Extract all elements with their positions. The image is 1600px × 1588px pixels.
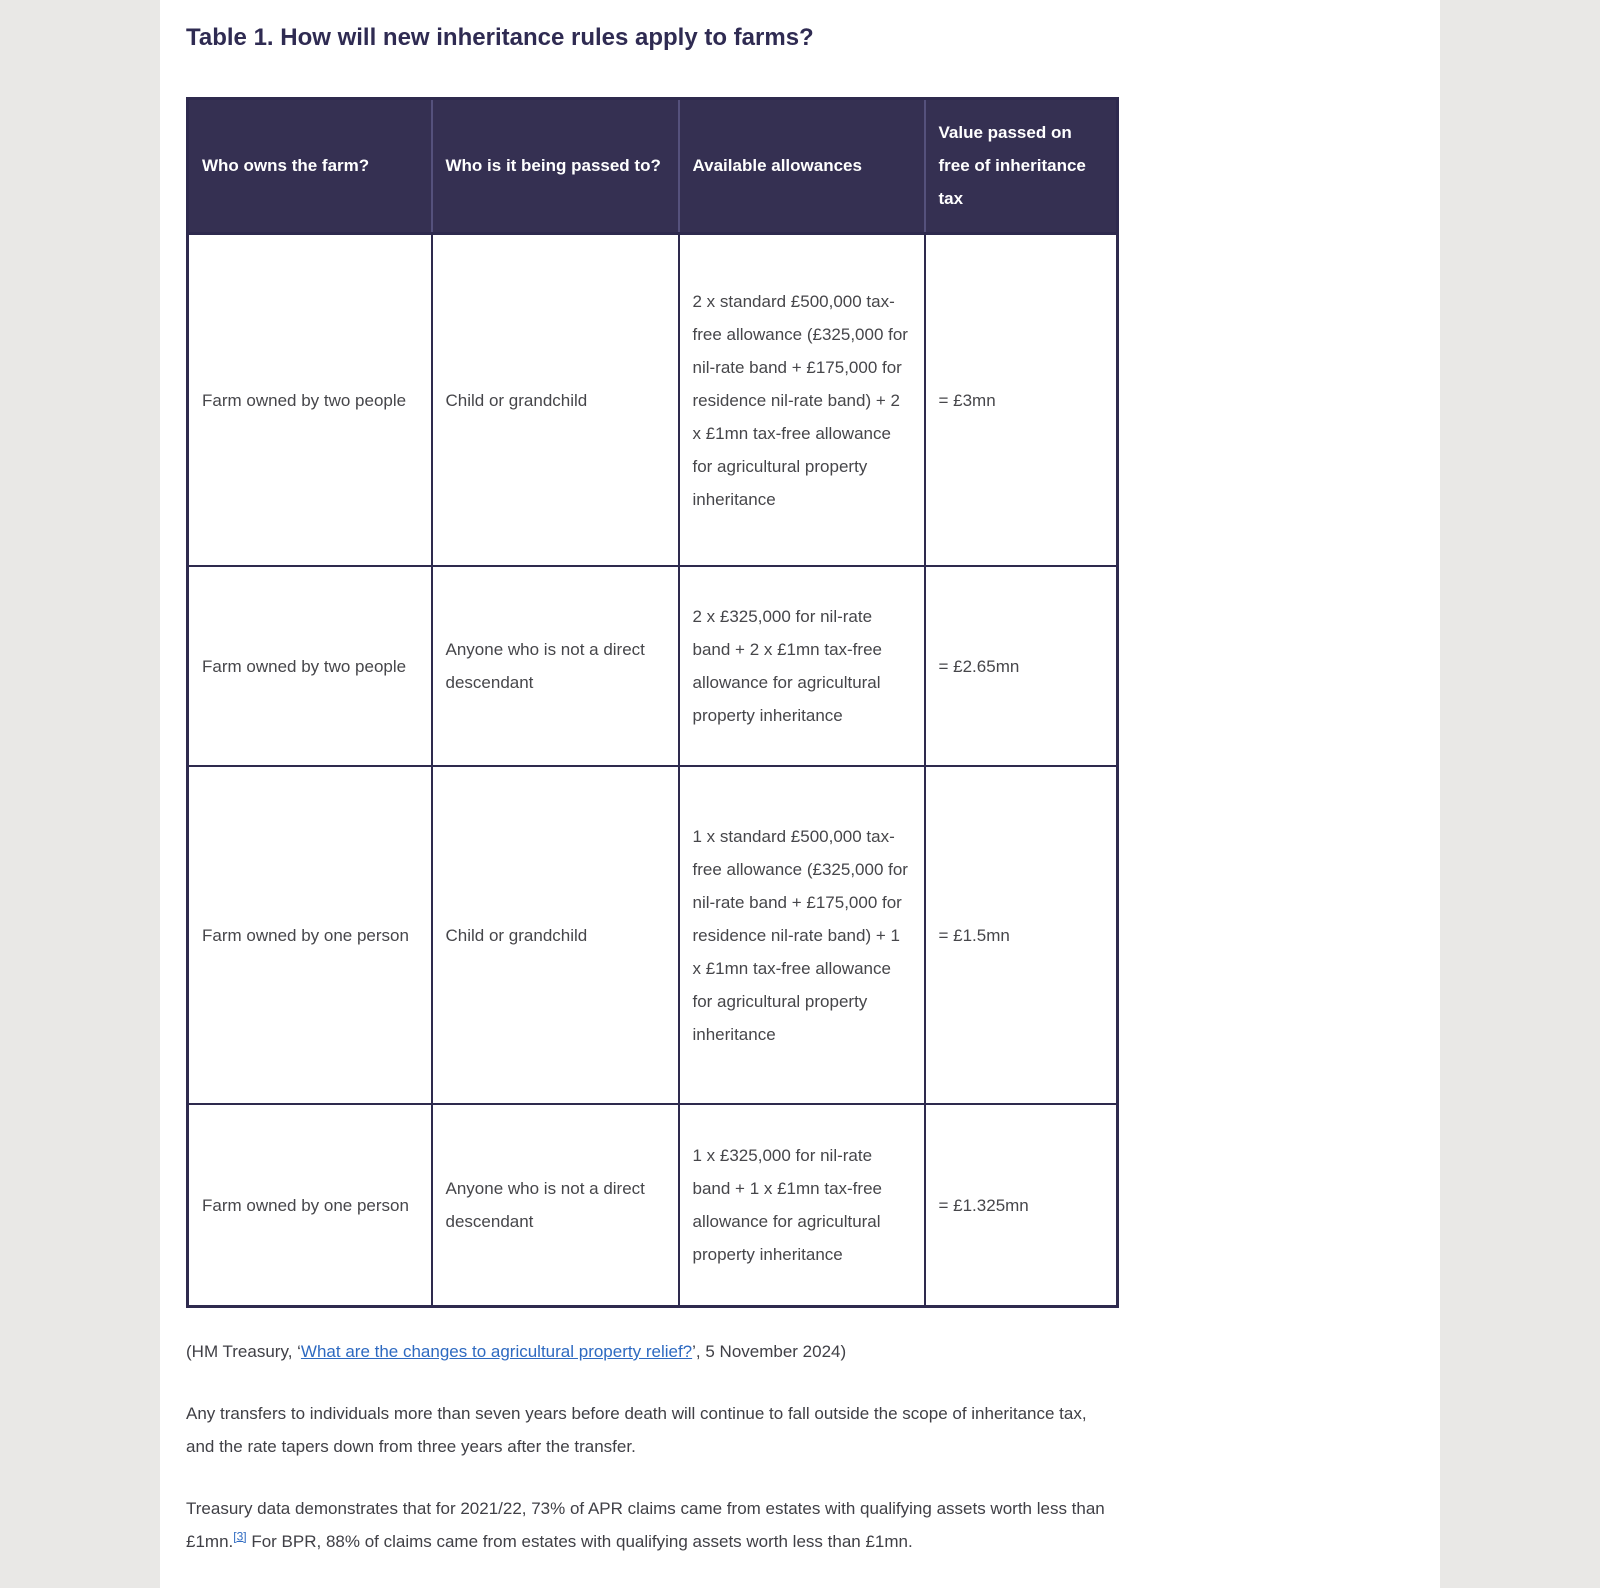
cell-allowances: 2 x £325,000 for nil-rate band + 2 x £1mn tax-free allowance for agricultural property inheritance [679, 566, 925, 766]
cell-owner: Farm owned by two people [188, 566, 432, 766]
paragraph-transfers: Any transfers to individuals more than seven years before death will continue to fall outside the scope of inheritance tax, and the rate tapers down from three years after the transfer. [186, 1403, 1087, 1456]
table-row [188, 766, 1118, 1104]
cell-passed-to: Child or grandchild [432, 766, 679, 1104]
cell-value: = £1.325mn [925, 1104, 1118, 1306]
cell-allowances: 1 x £325,000 for nil-rate band + 1 x £1mn tax-free allowance for agricultural property inheritance [679, 1104, 925, 1306]
cell-value: = £3mn [925, 233, 1118, 566]
article-content [160, 0, 1440, 1588]
cell-owner: Farm owned by two people [188, 233, 432, 566]
table-header-row [188, 98, 1118, 233]
column-header-passed-to: Who is it being passed to? [432, 98, 679, 233]
cell-value: = £1.5mn [925, 766, 1118, 1104]
column-header-allowances: Available allowances [679, 98, 925, 233]
cell-allowances: 2 x standard £500,000 tax-free allowance (£325,000 for nil-rate band + £175,000 for residence nil-rate band) + 2 x £1mn tax-free allowance for agricultural property inheritance [679, 233, 925, 566]
cell-allowances: 1 x standard £500,000 tax-free allowance (£325,000 for nil-rate band + £175,000 for residence nil-rate band) + 1 x £1mn tax-free allowance for agricultural property inheritance [679, 766, 925, 1104]
footnote-3-link[interactable]: [3] [233, 1529, 247, 1544]
column-header-owner: Who owns the farm? [188, 98, 432, 233]
table-row [188, 1104, 1118, 1306]
footnote-superscript [233, 1529, 246, 1543]
treasury-text-after-footnote: For BPR, 88% of claims came from estates with qualifying assets worth less than £1mn. [246, 1531, 913, 1551]
page-title: Table 1. How will new inheritance rules apply to farms? [186, 24, 814, 51]
cell-passed-to: Child or grandchild [432, 233, 679, 566]
paragraph-treasury-data [186, 1492, 1111, 1558]
citation-suffix: ’, 5 November 2024) [692, 1341, 847, 1361]
inheritance-rules-table [186, 97, 1119, 1308]
cell-value: = £2.65mn [925, 566, 1118, 766]
citation-prefix: (HM Treasury, ‘ [186, 1341, 301, 1361]
table-row [188, 233, 1118, 566]
treasury-apr-changes-link[interactable]: What are the changes to agricultural property relief? [300, 1341, 693, 1361]
cell-passed-to: Anyone who is not a direct descendant [432, 566, 679, 766]
cell-owner: Farm owned by one person [188, 766, 432, 1104]
column-header-value: Value passed on free of inheritance tax [925, 98, 1118, 233]
cell-owner: Farm owned by one person [188, 1104, 432, 1306]
source-citation [186, 1335, 1415, 1368]
cell-passed-to: Anyone who is not a direct descendant [432, 1104, 679, 1306]
treasury-text-before-footnote: Treasury data demonstrates that for 2021/22, 73% of APR claims came from estates with qualifying assets worth less than £1mn. [186, 1498, 1105, 1551]
table-row [188, 566, 1118, 766]
